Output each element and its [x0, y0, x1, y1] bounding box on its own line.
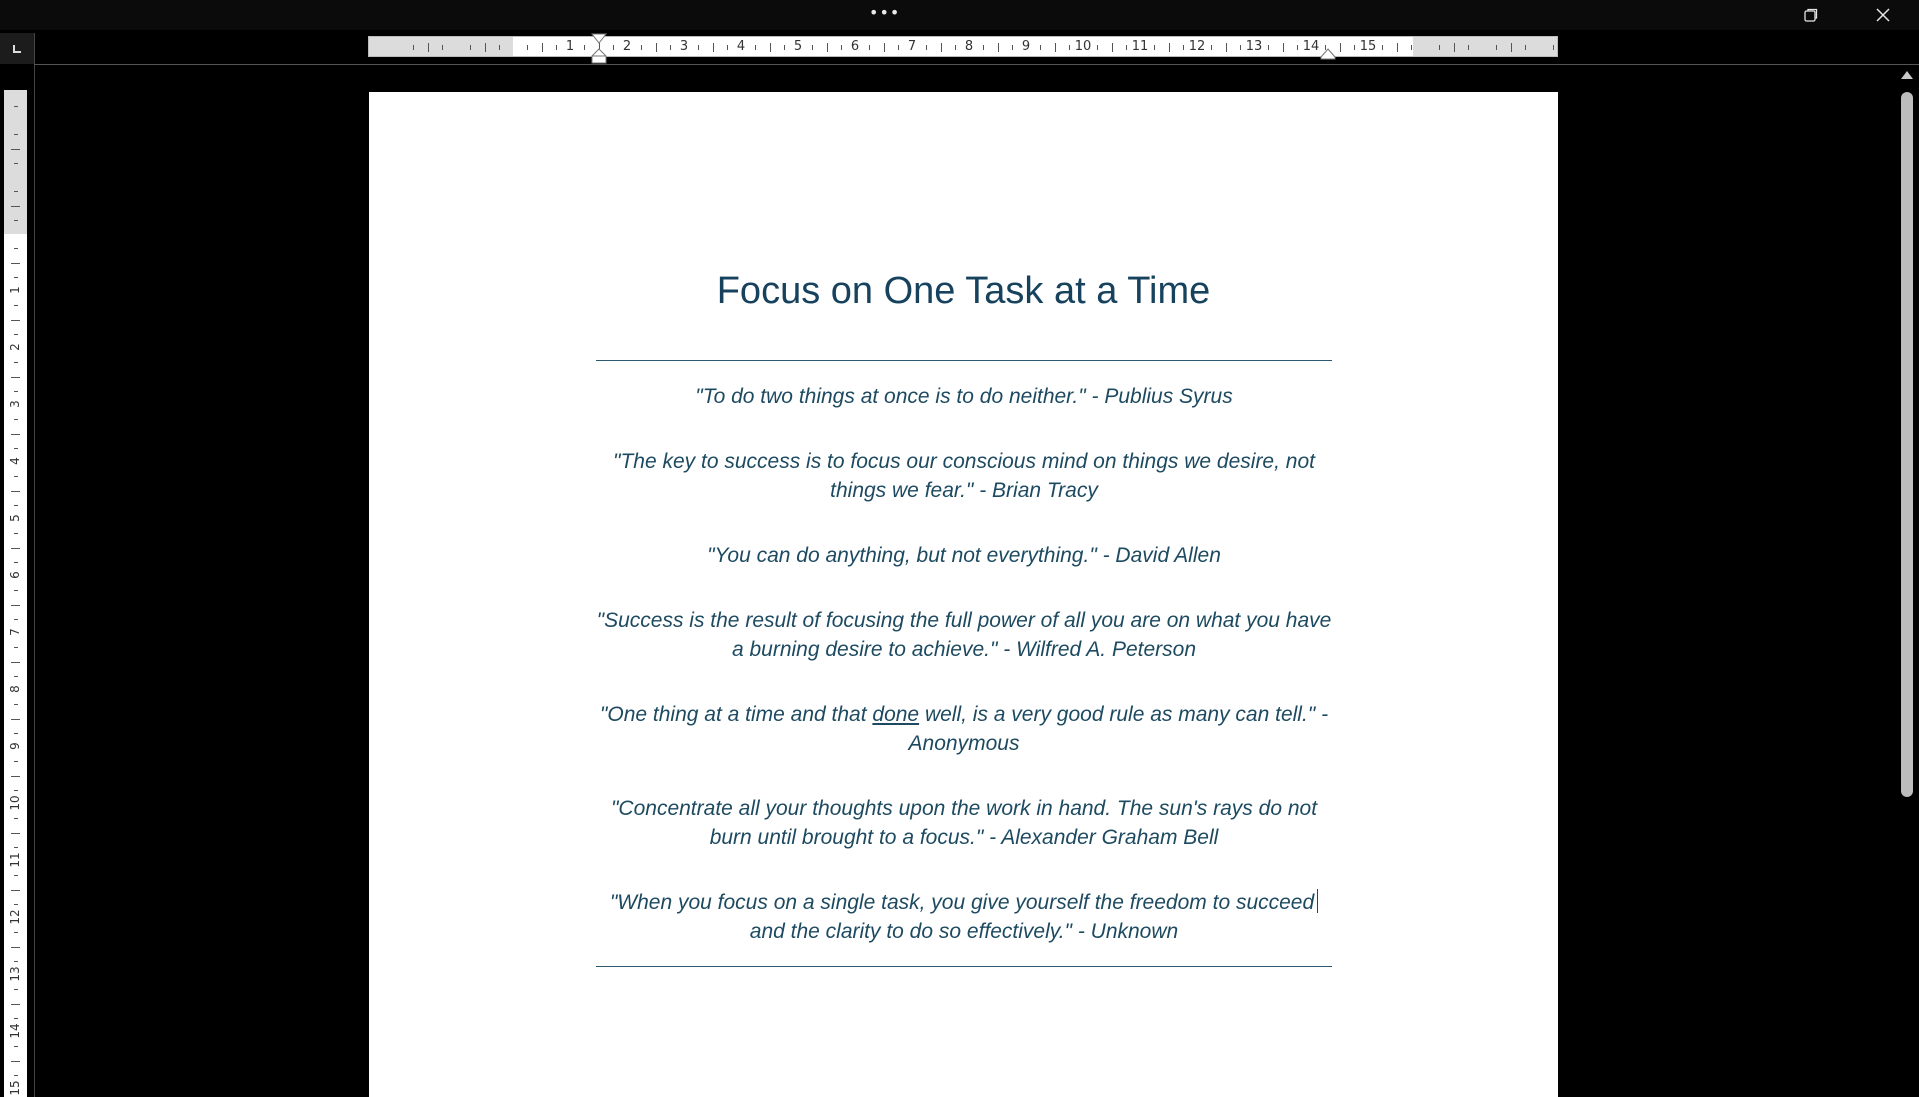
ruler-tick — [1268, 45, 1269, 50]
title-bar — [0, 0, 1919, 30]
bottom-border-line — [596, 966, 1332, 967]
ruler-tick — [784, 45, 785, 50]
quote-text: "When you focus on a single task, you give yourself the freedom to succeed and the clarity to do so effectively." - Unknown — [610, 891, 1318, 943]
ruler-tick — [713, 43, 714, 52]
ruler-tick — [428, 43, 429, 52]
ruler-tick — [1154, 45, 1155, 50]
ruler-tick — [1525, 45, 1526, 50]
restore-icon — [1804, 8, 1818, 22]
hanging-indent-marker[interactable] — [590, 48, 608, 64]
ruler-tick — [1226, 43, 1227, 52]
document-title[interactable]: Focus on One Task at a Time — [716, 270, 1211, 312]
ruler-tick — [14, 505, 18, 506]
ruler-tick — [11, 434, 20, 435]
ruler-tick — [1468, 45, 1469, 50]
ruler-tick — [413, 45, 414, 50]
ruler-number: 2 — [8, 343, 22, 351]
ruler-tick — [14, 334, 18, 335]
ruler-tick — [14, 134, 18, 135]
horizontal-ruler[interactable] — [368, 36, 1558, 57]
ruler-tick — [1240, 45, 1241, 50]
ruler-tick — [14, 277, 18, 278]
ruler-tick — [1211, 45, 1212, 50]
ruler-tick — [14, 989, 18, 990]
ruler-tick — [485, 43, 486, 52]
ruler-tick — [1511, 43, 1512, 52]
ruler-tick — [14, 847, 18, 848]
ruler-tick — [656, 43, 657, 52]
ruler-tick — [941, 43, 942, 52]
ruler-tick — [1183, 45, 1184, 50]
quote-paragraph-last[interactable] — [596, 888, 1332, 946]
quote-text-end: well, is a very good rule as many can tell." - Anonymous — [908, 703, 1329, 755]
ruler-tick — [1496, 45, 1497, 50]
ruler-tick — [11, 548, 20, 549]
right-margin-area — [1413, 37, 1558, 56]
ruler-tick — [1340, 43, 1341, 52]
ruler-tick — [11, 833, 20, 834]
restore-button[interactable] — [1788, 0, 1834, 30]
quote-list[interactable] — [596, 382, 1332, 982]
ruler-tick — [14, 1075, 18, 1076]
ruler-tick — [14, 647, 18, 648]
ruler-tick — [698, 45, 699, 50]
ruler-tick — [11, 719, 20, 720]
ruler-tick — [14, 590, 18, 591]
ruler-tick — [770, 43, 771, 52]
ruler-number: 4 — [736, 39, 746, 54]
ruler-tick — [542, 43, 543, 52]
ruler-number: 1 — [8, 286, 22, 294]
ruler-tick — [11, 605, 20, 606]
ruler-tick — [841, 45, 842, 50]
ruler-number: 15 — [8, 1080, 22, 1096]
ruler-tick — [11, 890, 20, 891]
ruler-number: 14 — [1302, 39, 1320, 54]
ruler-tick — [499, 45, 500, 50]
ruler-tick — [14, 533, 18, 534]
ruler-tick — [14, 248, 18, 249]
ruler-number: 13 — [8, 966, 22, 982]
ruler-tick — [442, 45, 443, 50]
ruler-tick — [14, 704, 18, 705]
ruler-number: 6 — [850, 39, 860, 54]
ruler-tick — [1126, 45, 1127, 50]
ruler-number: 9 — [8, 742, 22, 750]
ruler-tick — [1297, 45, 1298, 50]
left-tab-icon — [11, 43, 23, 55]
ruler-tick — [14, 391, 18, 392]
more-options-button[interactable]: ••• — [869, 3, 901, 22]
ruler-number: 15 — [1359, 39, 1377, 54]
ruler-tick — [556, 45, 557, 50]
ruler-number: 11 — [1131, 39, 1149, 54]
ruler-tick — [14, 1046, 18, 1047]
text-cursor — [1317, 889, 1318, 913]
ruler-number: 7 — [8, 628, 22, 636]
ruler-tick — [755, 45, 756, 50]
ruler-tick — [14, 220, 18, 221]
ruler-tick — [11, 1004, 20, 1005]
ruler-tick — [884, 43, 885, 52]
ruler-tick — [14, 619, 18, 620]
tab-stop-selector[interactable] — [0, 33, 35, 64]
ruler-number: 1 — [565, 39, 575, 54]
ruler-tick — [1382, 45, 1383, 50]
ruler-tick — [11, 1061, 20, 1062]
ruler-number: 3 — [8, 400, 22, 408]
ruler-tick — [869, 45, 870, 50]
ruler-tick — [14, 362, 18, 363]
ruler-number: 14 — [8, 1023, 22, 1039]
ruler-tick — [14, 790, 18, 791]
ruler-tick — [11, 377, 20, 378]
ruler-tick — [14, 106, 18, 107]
ruler-tick — [1354, 45, 1355, 50]
ruler-number: 3 — [679, 39, 689, 54]
ruler-tick — [14, 932, 18, 933]
ruler-tick — [11, 149, 20, 150]
ruler-tick — [14, 761, 18, 762]
ruler-number: 7 — [907, 39, 917, 54]
ruler-divider — [34, 64, 1919, 65]
quote-text-start: "One thing at a time and that — [599, 703, 873, 726]
ruler-number: 11 — [8, 852, 22, 868]
ruler-tick — [14, 961, 18, 962]
quote-paragraph[interactable]: "You can do anything, but not everything." - David Allen — [707, 544, 1221, 567]
ruler-tick — [955, 45, 956, 50]
ruler-tick — [1439, 45, 1440, 50]
ruler-tick — [14, 191, 18, 192]
ruler-tick — [727, 45, 728, 50]
ruler-tick — [11, 491, 20, 492]
ruler-tick — [998, 43, 999, 52]
ruler-tick — [670, 45, 671, 50]
ruler-tick — [14, 476, 18, 477]
quote-paragraph[interactable]: "Concentrate all your thoughts upon the work in hand. The sun's rays do not burn until brought to a focus." - Alexander Graham Bell — [610, 797, 1318, 849]
ruler-number: 2 — [622, 39, 632, 54]
right-indent-marker[interactable] — [1319, 48, 1337, 60]
ruler-tick — [1283, 43, 1284, 52]
vertical-ruler[interactable] — [4, 90, 27, 1097]
quote-paragraph[interactable]: "Success is the result of focusing the full power of all you are on what you have a burning desire to achieve." - Wilfred A. Peterson — [596, 609, 1332, 661]
ruler-number: 4 — [8, 457, 22, 465]
ruler-number: 8 — [8, 685, 22, 693]
scroll-up-button[interactable] — [1898, 70, 1916, 84]
ruler-tick — [827, 43, 828, 52]
ruler-tick — [14, 448, 18, 449]
ruler-number: 10 — [8, 795, 22, 811]
underlined-word[interactable]: done — [872, 703, 920, 726]
ruler-tick — [14, 875, 18, 876]
ruler-number: 6 — [8, 571, 22, 579]
ruler-tick — [11, 263, 20, 264]
scrollbar-thumb[interactable] — [1901, 92, 1913, 797]
ruler-tick — [14, 305, 18, 306]
ruler-tick — [983, 45, 984, 50]
ruler-tick — [1411, 45, 1412, 50]
quote-paragraph[interactable]: "The key to success is to focus our conscious mind on things we desire, not things we fear." - Brian Tracy — [613, 450, 1315, 502]
ruler-tick — [641, 45, 642, 50]
ruler-tick — [613, 45, 614, 50]
ruler-number: 9 — [1021, 39, 1031, 54]
ruler-number: 12 — [8, 909, 22, 925]
ruler-number: 13 — [1245, 39, 1263, 54]
ruler-number: 12 — [1188, 39, 1206, 54]
ruler-tick — [527, 45, 528, 50]
ruler-number: 5 — [793, 39, 803, 54]
ruler-tick — [14, 818, 18, 819]
close-button[interactable] — [1860, 0, 1906, 30]
ruler-tick — [14, 676, 18, 677]
document-page[interactable] — [369, 92, 1558, 1097]
ruler-tick — [14, 419, 18, 420]
ruler-tick — [584, 45, 585, 50]
ruler-tick — [1097, 45, 1098, 50]
quote-paragraph[interactable]: "To do two things at once is to do neither." - Publius Syrus — [695, 385, 1233, 408]
ruler-tick — [1454, 43, 1455, 52]
ruler-number: 8 — [964, 39, 974, 54]
first-line-indent-marker[interactable] — [590, 33, 608, 47]
ruler-number: 10 — [1074, 39, 1092, 54]
ruler-tick — [14, 562, 18, 563]
top-border-line — [596, 360, 1332, 361]
ruler-tick — [1397, 43, 1398, 52]
ruler-tick — [11, 662, 20, 663]
close-icon — [1876, 8, 1890, 22]
ruler-tick — [11, 320, 20, 321]
ruler-tick — [11, 206, 20, 207]
ruler-tick — [812, 45, 813, 50]
ruler-tick — [1040, 45, 1041, 50]
ruler-tick — [14, 733, 18, 734]
ruler-tick — [14, 163, 18, 164]
ruler-tick — [14, 1018, 18, 1019]
ruler-tick — [1055, 43, 1056, 52]
ruler-tick — [470, 45, 471, 50]
quote-paragraph[interactable] — [596, 700, 1332, 758]
ruler-tick — [11, 776, 20, 777]
ruler-number: 5 — [8, 514, 22, 522]
ruler-tick — [11, 947, 20, 948]
ruler-tick — [1169, 43, 1170, 52]
ruler-tick — [926, 45, 927, 50]
ruler-tick — [14, 904, 18, 905]
ruler-tick — [1012, 45, 1013, 50]
ruler-tick — [1112, 43, 1113, 52]
ruler-tick — [898, 45, 899, 50]
triangle-up-icon — [1900, 70, 1914, 80]
ruler-tick — [1069, 45, 1070, 50]
ruler-tick — [1553, 45, 1554, 50]
